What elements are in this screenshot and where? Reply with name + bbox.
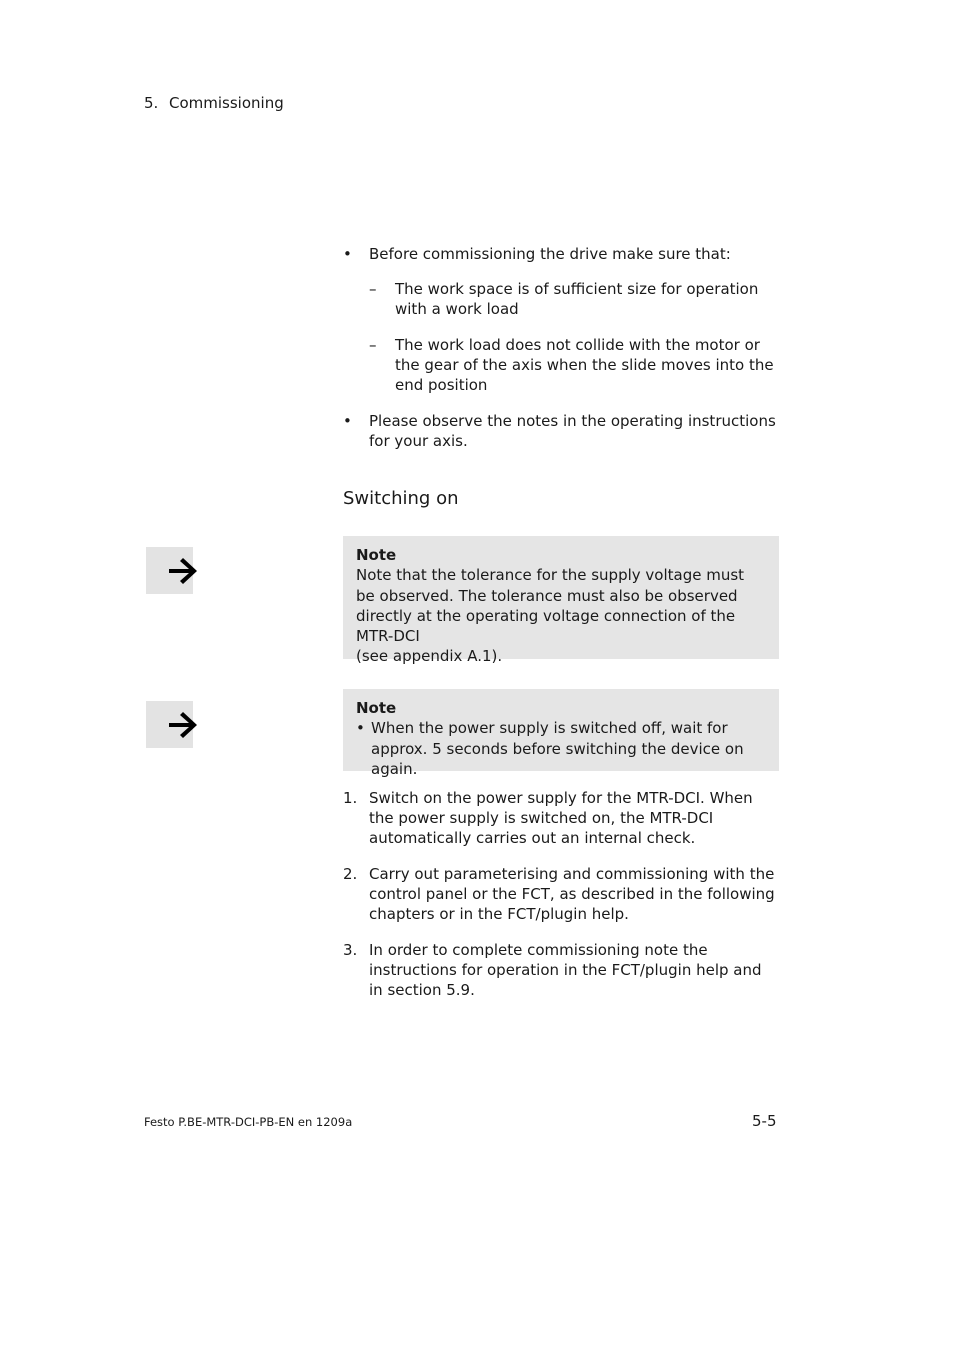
note-title: Note [356,546,397,564]
bullet-mark: • [343,245,352,263]
sub-list-item-text: The work load does not collide with the motor or the gear of the axis when the slide moves into the end position [395,336,774,394]
list-item-text: Before commissioning the drive make sure that: [369,245,731,263]
note-box-tolerance [343,536,779,666]
list-item [343,244,779,264]
step-item [343,940,779,1000]
intro-list [343,244,779,451]
note-bullet-item [356,718,767,779]
running-header [144,94,284,112]
chapter-title: Commissioning [169,94,284,112]
step-number: 3. [343,941,358,959]
steps-list [343,788,779,1000]
note-title: Note [356,699,397,717]
dash-mark: – [369,280,377,298]
section-title: Switching on [343,488,459,509]
step-text: Carry out parameterising and commissioning with the control panel or the FCT, as described in the following chapters or in the FCT/plugin help. [369,865,775,923]
sub-list-item [369,279,779,319]
note-text: When the power supply is switched off, wait for approx. 5 seconds before switching the device on again. [371,719,744,778]
bullet-mark: • [356,719,365,738]
step-text: In order to complete commissioning note the instructions for operation in the FCT/plugin help and in section 5.9. [369,941,762,999]
step-number: 1. [343,789,358,807]
footer-page-number: 5-5 [752,1112,777,1130]
note-reference: (see appendix A.1). [356,647,503,666]
dash-mark: – [369,336,377,354]
step-number: 2. [343,865,358,883]
arrow-right-icon [167,711,201,739]
note-arrow-icon-box [146,701,193,748]
note-box-power-off [343,689,779,778]
sub-list-item [369,335,779,395]
footer-doc-id: Festo P.BE-MTR-DCI-PB-EN en 1209a [144,1115,353,1129]
step-text: Switch on the power supply for the MTR-DCI. When the power supply is switched on, the MTR-DCI automatically carries out an internal check. [369,789,753,847]
list-item [343,411,779,451]
step-item [343,788,779,848]
bullet-mark: • [343,412,352,430]
list-item-text: Please observe the notes in the operating instructions for your axis. [369,412,776,450]
note-arrow-icon-box [146,547,193,594]
arrow-right-icon [167,557,201,585]
sub-list-item-text: The work space is of sufficient size for operation with a work load [395,280,759,318]
step-item [343,864,779,924]
chapter-number: 5. [144,94,159,112]
note-text: Note that the tolerance for the supply voltage must be observed. The tolerance must also be observed directly at the operating voltage connection of the MTR-DCI [356,566,745,646]
